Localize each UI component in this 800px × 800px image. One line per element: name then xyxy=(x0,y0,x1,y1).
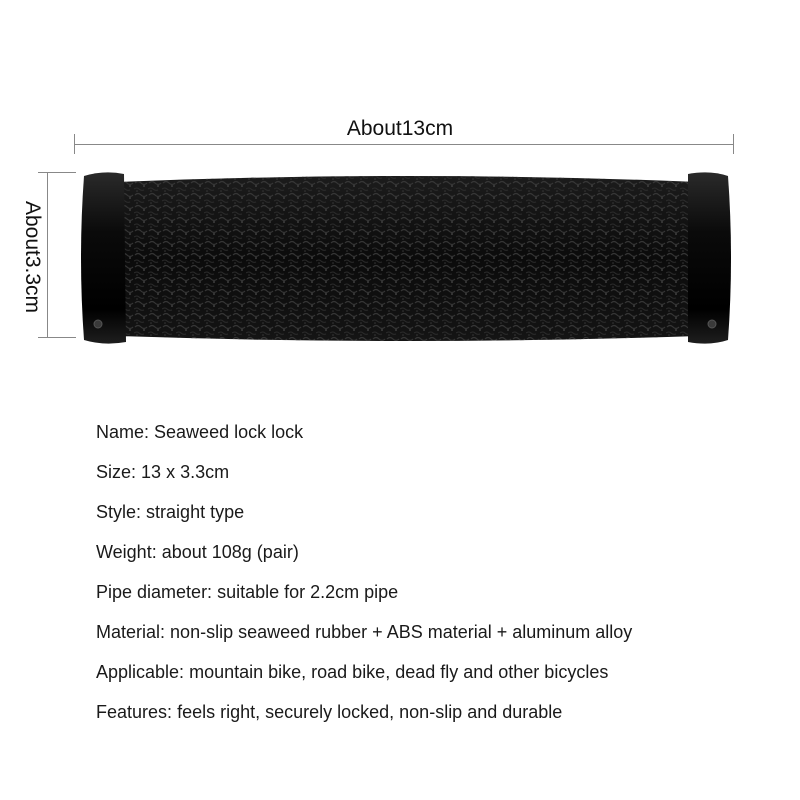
spec-value: non-slip seaweed rubber + ABS material + aluminum alloy xyxy=(170,622,633,642)
spec-label: Weight: xyxy=(96,542,157,562)
spec-label: Name: xyxy=(96,422,150,442)
spec-item-weight xyxy=(96,532,632,572)
spec-value: about 108g (pair) xyxy=(161,542,299,562)
lock-ring-right xyxy=(688,172,731,343)
spec-item-features xyxy=(96,692,632,732)
lock-ring-left xyxy=(81,172,126,343)
dimension-tick-top xyxy=(38,172,76,173)
spec-value: mountain bike, road bike, dead fly and other bicycles xyxy=(189,662,609,682)
spec-value: straight type xyxy=(146,502,245,522)
spec-label: Pipe diameter: xyxy=(96,582,213,602)
spec-item-material xyxy=(96,612,632,652)
lock-ring-right-screw xyxy=(708,320,716,328)
spec-value: Seaweed lock lock xyxy=(154,422,304,442)
lock-ring-left-screw xyxy=(94,320,102,328)
spec-item-size xyxy=(96,452,632,492)
diameter-label: About3.3cm xyxy=(21,200,44,314)
spec-value: feels right, securely locked, non-slip and durable xyxy=(177,702,563,722)
spec-label: Features: xyxy=(96,702,173,722)
dimension-line-horizontal xyxy=(74,144,734,145)
spec-item-name xyxy=(96,412,632,452)
spec-label: Size: xyxy=(96,462,137,482)
spec-label: Style: xyxy=(96,502,142,522)
dimension-tick-bottom xyxy=(38,337,76,338)
dimension-line-vertical xyxy=(47,172,48,338)
spec-item-applicable xyxy=(96,652,632,692)
spec-item-pipe-diameter xyxy=(96,572,632,612)
spec-item-style xyxy=(96,492,632,532)
spec-label: Material: xyxy=(96,622,166,642)
bike-grip-icon xyxy=(78,168,734,348)
spec-label: Applicable: xyxy=(96,662,185,682)
spec-list xyxy=(96,412,632,732)
spec-value: suitable for 2.2cm pipe xyxy=(217,582,399,602)
length-label: About13cm xyxy=(346,117,454,140)
spec-value: 13 x 3.3cm xyxy=(141,462,230,482)
